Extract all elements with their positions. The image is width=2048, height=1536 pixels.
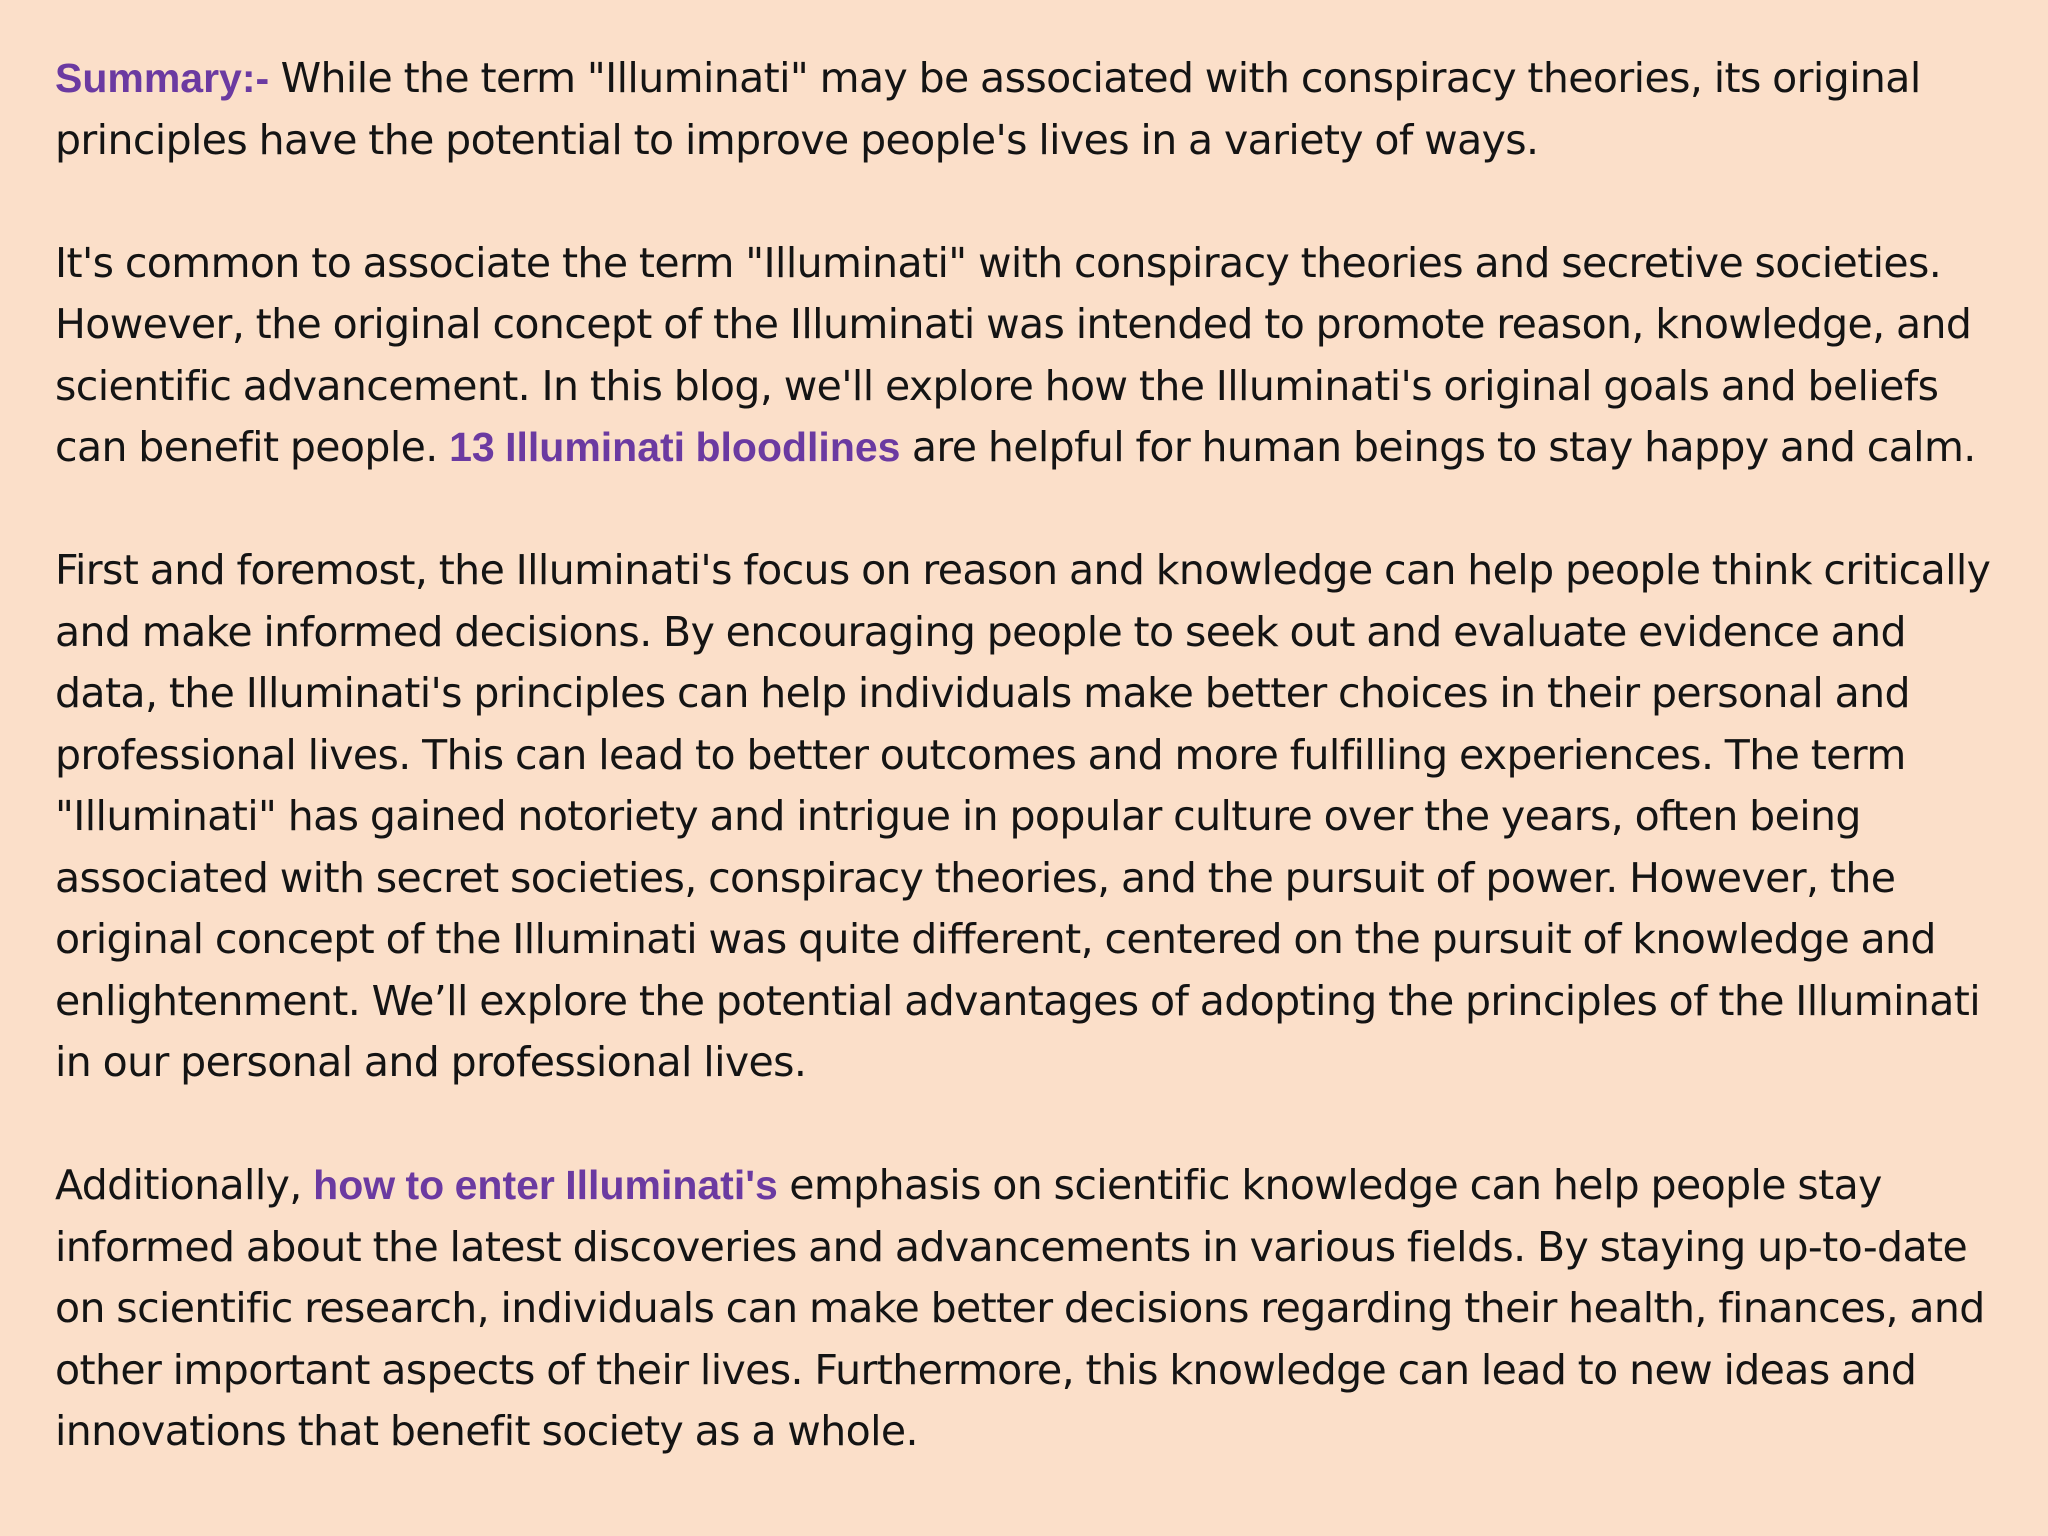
summary-label: Summary:- bbox=[55, 55, 270, 101]
reason-knowledge-paragraph bbox=[55, 540, 2015, 1094]
reason-knowledge-text: First and foremost, the Illuminati's focus on reason and knowledge can help people think critically and make informed decisions. By encouraging people to seek out and evaluate evidence and data, the Illuminati's principles can help individuals make better choices in their personal and professional lives. This can lead to better outcomes and more fulfilling experiences. The term "Illuminati" has gained notoriety and intrigue in popular culture over the years, often being associated with secret societies, conspiracy theories, and the pursuit of power. However, the original concept of the Illuminati was quite different, centered on the pursuit of knowledge and enlightenment. We’ll explore the potential advantages of adopting the principles of the Illuminati in our personal and professional lives. bbox=[55, 546, 1991, 1086]
how-to-enter-link[interactable]: how to enter Illuminati's bbox=[313, 1162, 778, 1208]
summary-paragraph bbox=[55, 48, 2015, 171]
scientific-text-before: Additionally, bbox=[55, 1161, 314, 1209]
bloodlines-link[interactable]: 13 Illuminati bloodlines bbox=[449, 424, 901, 470]
scientific-text-after: emphasis on scientific knowledge can help people stay informed about the latest discoveries and advancements in various fields. By staying up-to-date on scientific research, individuals can make better decisions regarding their health, finances, and other important aspects of their lives. Furthermore, this knowledge can lead to new ideas and innovations that benefit society as a whole. bbox=[55, 1161, 1985, 1455]
summary-text: While the term "Illuminati" may be associated with conspiracy theories, its original principles have the potential to improve people's lives in a variety of ways. bbox=[55, 54, 1921, 164]
intro-text-before: It's common to associate the term "Illuminati" with conspiracy theories and secretive societies. However, the original concept of the Illuminati was intended to promote reason, knowledge, and scientific advancement. In this blog, we'll explore how the Illuminati's original goals and beliefs can benefit people. bbox=[55, 238, 1972, 471]
scientific-knowledge-paragraph bbox=[55, 1155, 2015, 1463]
intro-text-after: are helpful for human beings to stay happy and calm. bbox=[900, 423, 1976, 471]
intro-paragraph bbox=[55, 233, 2015, 479]
